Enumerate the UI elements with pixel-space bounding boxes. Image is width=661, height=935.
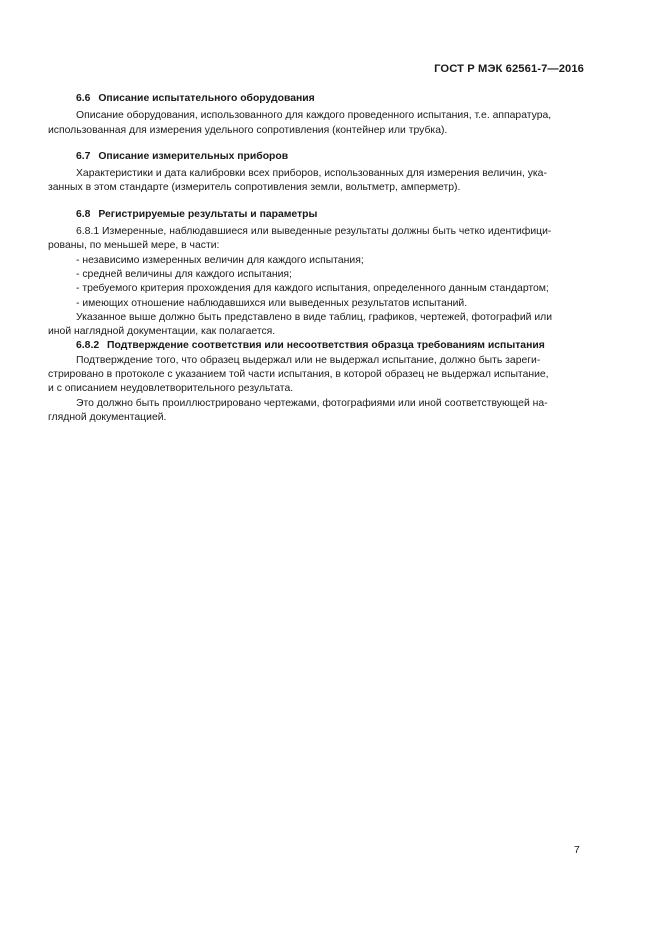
section-number: 6.7 (76, 150, 91, 162)
document-body (48, 92, 581, 425)
paragraph-line: иной наглядной документации, как полагается. (48, 326, 276, 338)
paragraph-line: Характеристики и дата калибровки всех приборов, использованных для измерения величин, ука- (76, 168, 547, 180)
list-item: - требуемого критерия прохождения для каждого испытания, определенного данным стандартом; (76, 283, 549, 295)
section-title: Регистрируемые результаты и параметры (98, 208, 318, 220)
paragraph-line: Подтверждение того, что образец выдержал или не выдержал испытание, должно быть зареги- (76, 354, 541, 366)
standard-header: ГОСТ Р МЭК 62561-7—2016 (434, 63, 584, 75)
section-6-8-heading (48, 208, 581, 222)
section-6-7-heading (48, 150, 581, 164)
list-item: - независимо измеренных величин для каждого испытания; (76, 254, 364, 266)
section-number: 6.6 (76, 93, 91, 104)
section-title: Описание измерительных приборов (98, 150, 289, 162)
paragraph-line: рованы, по меньшей мере, в части: (48, 240, 220, 252)
section-title: Описание испытательного оборудования (98, 93, 315, 104)
paragraph-line: занных в этом стандарте (измеритель сопротивления земли, вольтметр, амперметр). (48, 182, 461, 194)
section-number: 6.8 (76, 208, 91, 220)
paragraph-line: Это должно быть проиллюстрировано чертежами, фотографиями или иной соответствующей на- (76, 397, 548, 409)
paragraph-line: стрировано в протоколе с указанием той части испытания, в которой образец не выдержал испытание, (48, 369, 549, 381)
page-number: 7 (574, 845, 580, 856)
section-number: 6.8.2 (76, 340, 100, 352)
paragraph-line: использованная для измерения удельного сопротивления (контейнер или трубка). (48, 124, 448, 136)
section-6-8-2-heading (48, 339, 581, 353)
section-title: Подтверждение соответствия или несоответствия образца требованиям испытания (107, 340, 545, 352)
paragraph-line: Описание оборудования, использованного для каждого проведенного испытания, т.е. аппаратура, (76, 110, 552, 122)
list-item: - имеющих отношение наблюдавшихся или выведенных результатов испытаний. (76, 297, 468, 309)
paragraph-line: 6.8.1 Измеренные, наблюдавшиеся или выведенные результаты должны быть четко идентифици- (76, 226, 552, 238)
list-item: - средней величины для каждого испытания; (76, 268, 292, 280)
paragraph-line: глядной документацией. (48, 411, 167, 423)
paragraph-line: и с описанием неудовлетворительного результата. (48, 383, 294, 395)
section-6-6-heading (48, 92, 581, 106)
paragraph-line: Указанное выше должно быть представлено в виде таблиц, графиков, чертежей, фотографий или (76, 311, 553, 323)
